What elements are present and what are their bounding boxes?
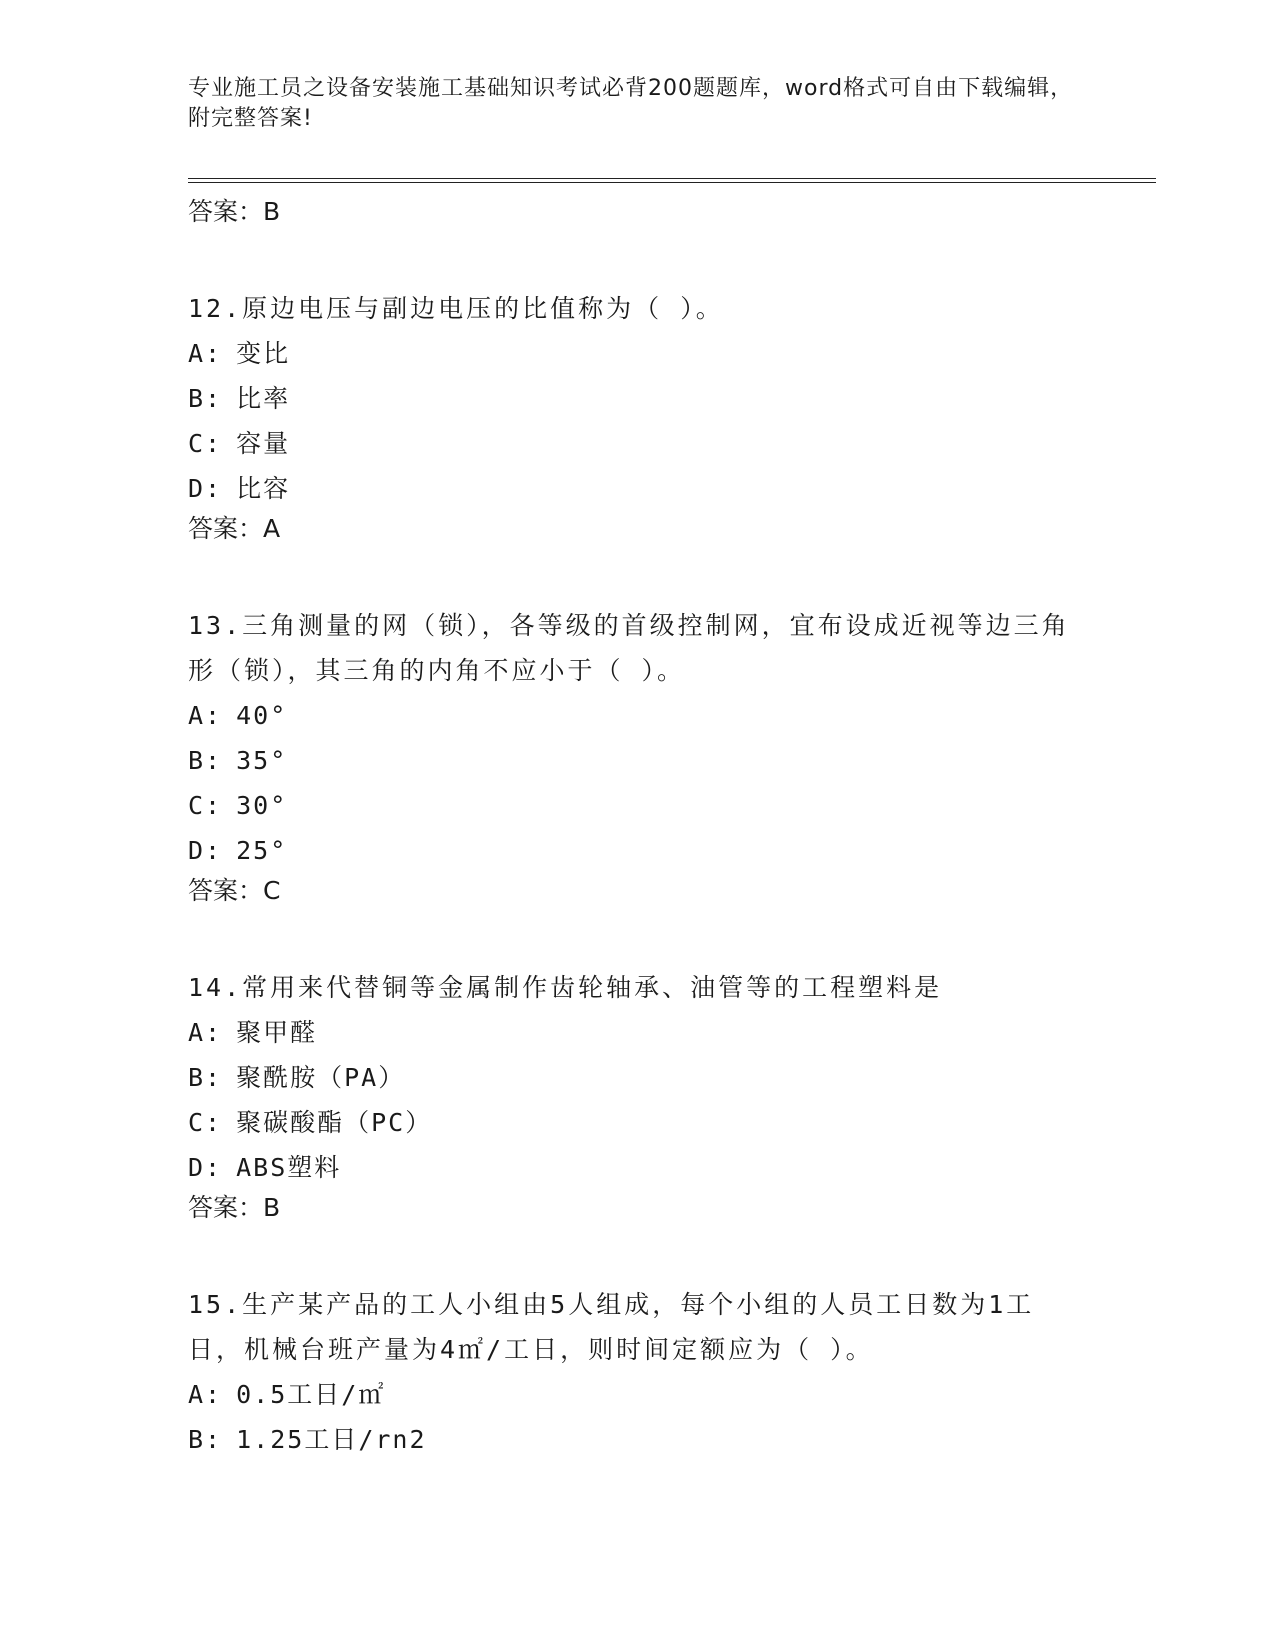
option-text: 35° [236,746,288,775]
answer-line: 答案：B [188,1193,281,1222]
option-label: D: [188,474,223,503]
option-d [188,828,1088,873]
question-item [188,965,1088,1226]
option-c [188,1100,1088,1145]
option-c [188,783,1088,828]
option-b [188,738,1088,783]
option-text: 聚碳酸酯（PC） [236,1108,433,1137]
option-label: D: [188,1153,223,1182]
question-item [188,286,1088,547]
option-b [188,376,1088,421]
option-label: C: [188,791,223,820]
option-text: 0.5工日/㎡ [236,1380,386,1409]
question-text: 14.常用来代替铜等金属制作齿轮轴承、油管等的工程塑料是 [188,973,943,1002]
option-label: B: [188,746,223,775]
option-label: D: [188,836,223,865]
option-a [188,1372,1088,1417]
answer-line: 答案：A [188,514,281,543]
option-text: 变比 [236,339,291,368]
option-d [188,466,1088,511]
question-text: 15.生产某产品的工人小组由5人组成，每个小组的人员工日数为1工日，机械台班产量为4㎡/工日，则时间定额应为（ ）。 [188,1290,1035,1364]
option-text: ABS塑料 [236,1153,342,1182]
option-label: B: [188,1063,223,1092]
document-title: 专业施工员之设备安装施工基础知识考试必背200题题库，word格式可自由下载编辑，附完整答案! [188,76,1074,131]
option-a [188,331,1088,376]
option-a [188,1010,1088,1055]
answer-line: 答案：C [188,876,281,905]
page-header [188,74,1088,134]
option-b [188,1055,1088,1100]
option-label: C: [188,1108,223,1137]
question-item [188,1282,1088,1462]
option-label: B: [188,1425,223,1454]
option-text: 比率 [236,384,291,413]
option-label: A: [188,1018,223,1047]
option-label: C: [188,429,223,458]
option-text: 40° [236,701,288,730]
question-item [188,603,1088,909]
question-text: 13.三角测量的网（锁），各等级的首级控制网，宜布设成近视等边三角形（锁），其三角的内角不应小于（ ）。 [188,611,1070,685]
question-text: 12.原边电压与副边电压的比值称为（ ）。 [188,294,724,323]
option-text: 30° [236,791,288,820]
option-text: 聚甲醛 [236,1018,318,1047]
answer-line: 答案：B [188,197,281,226]
question-list [188,194,1088,1462]
header-divider-top [188,178,1156,179]
option-label: A: [188,1380,223,1409]
option-text: 比容 [236,474,291,503]
option-label: A: [188,339,223,368]
option-b [188,1417,1088,1462]
option-label: A: [188,701,223,730]
option-label: B: [188,384,223,413]
option-c [188,421,1088,466]
option-text: 容量 [236,429,291,458]
option-text: 聚酰胺（PA） [236,1063,406,1092]
option-text: 25° [236,836,288,865]
header-divider-bottom [188,182,1156,183]
option-d [188,1145,1088,1190]
option-a [188,693,1088,738]
option-text: 1.25工日/rn2 [236,1425,427,1454]
